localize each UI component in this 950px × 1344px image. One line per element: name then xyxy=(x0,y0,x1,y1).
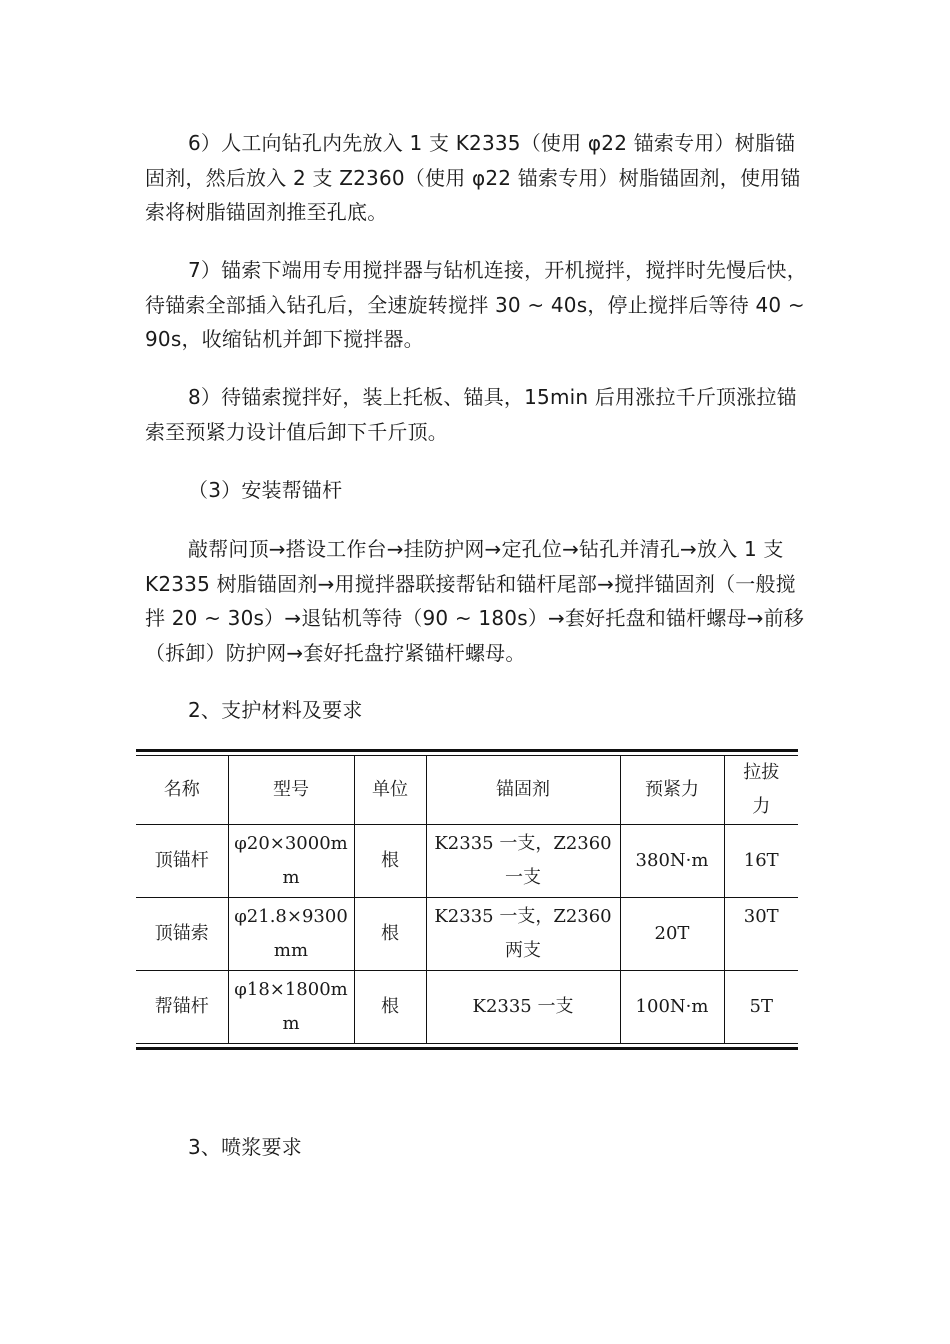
cell-pull-force: 5T xyxy=(724,971,798,1044)
table-top-rule xyxy=(136,749,798,756)
paragraph-step-8: 8）待锚索搅拌好，装上托板、锚具，15min 后用涨拉千斤顶涨拉锚索至预紧力设计值后卸下千斤顶。 xyxy=(145,385,797,444)
paragraph-step-6: 6）人工向钻孔内先放入 1 支 K2335（使用 φ22 锚索专用）树脂锚固剂，然后放入 2 支 Z2360（使用 φ22 锚索专用）树脂锚固剂，使用锚索将树脂锚固剂推至孔底。 xyxy=(145,131,801,224)
cell-model: φ21.8×9300mm xyxy=(228,898,354,971)
cell-model: φ20×3000mm xyxy=(228,825,354,898)
cell-pretension: 100N·m xyxy=(620,971,724,1044)
cell-anchoring-agent: K2335 一支，Z2360 一支 xyxy=(426,825,620,898)
header-name: 名称 xyxy=(136,756,228,825)
section-heading-materials: 2、支护材料及要求 xyxy=(188,698,363,722)
header-model: 型号 xyxy=(228,756,354,825)
cell-pull-force: 30T xyxy=(724,898,798,971)
table-row xyxy=(136,971,798,1044)
cell-anchoring-agent: K2335 一支，Z2360 两支 xyxy=(426,898,620,971)
cell-pretension: 20T xyxy=(620,898,724,971)
table-row xyxy=(136,825,798,898)
cell-name: 顶锚杆 xyxy=(136,825,228,898)
cell-name: 帮锚杆 xyxy=(136,971,228,1044)
cell-name: 顶锚索 xyxy=(136,898,228,971)
materials-table xyxy=(136,749,798,1050)
paragraph-process-flow: 敲帮问顶→搭设工作台→挂防护网→定孔位→钻孔并清孔→放入 1 支 K2335 树脂锚固剂→用搅拌器联接帮钻和锚杆尾部→搅拌锚固剂（一般搅拌 20 ~ 30s）→退钻机等待（90 ~ 180s）→套好托盘和锚杆螺母→前移（拆卸）防护网→套好托盘拧紧锚杆螺母。 xyxy=(145,537,805,665)
cell-unit: 根 xyxy=(354,971,426,1044)
table-bottom-rule xyxy=(136,1043,798,1050)
cell-pull-force: 16T xyxy=(724,825,798,898)
header-pretension: 预紧力 xyxy=(620,756,724,825)
cell-unit: 根 xyxy=(354,825,426,898)
table-header-row xyxy=(136,756,798,825)
header-anchoring-agent: 锚固剂 xyxy=(426,756,620,825)
paragraph-step-7: 7）锚索下端用专用搅拌器与钻机连接，开机搅拌，搅拌时先慢后快，待锚索全部插入钻孔后，全速旋转搅拌 30 ~ 40s，停止搅拌后等待 40 ~ 90s，收缩钻机并卸下搅拌器。 xyxy=(145,258,807,351)
subheading-install-side-bolt: （3）安装帮锚杆 xyxy=(188,478,343,502)
cell-pretension: 380N·m xyxy=(620,825,724,898)
section-heading-shotcrete: 3、喷浆要求 xyxy=(188,1135,302,1159)
cell-model: φ18×1800mm xyxy=(228,971,354,1044)
header-unit: 单位 xyxy=(354,756,426,825)
cell-anchoring-agent: K2335 一支 xyxy=(426,971,620,1044)
table-row xyxy=(136,898,798,971)
cell-unit: 根 xyxy=(354,898,426,971)
header-pull-force: 拉拔力 xyxy=(724,756,798,825)
